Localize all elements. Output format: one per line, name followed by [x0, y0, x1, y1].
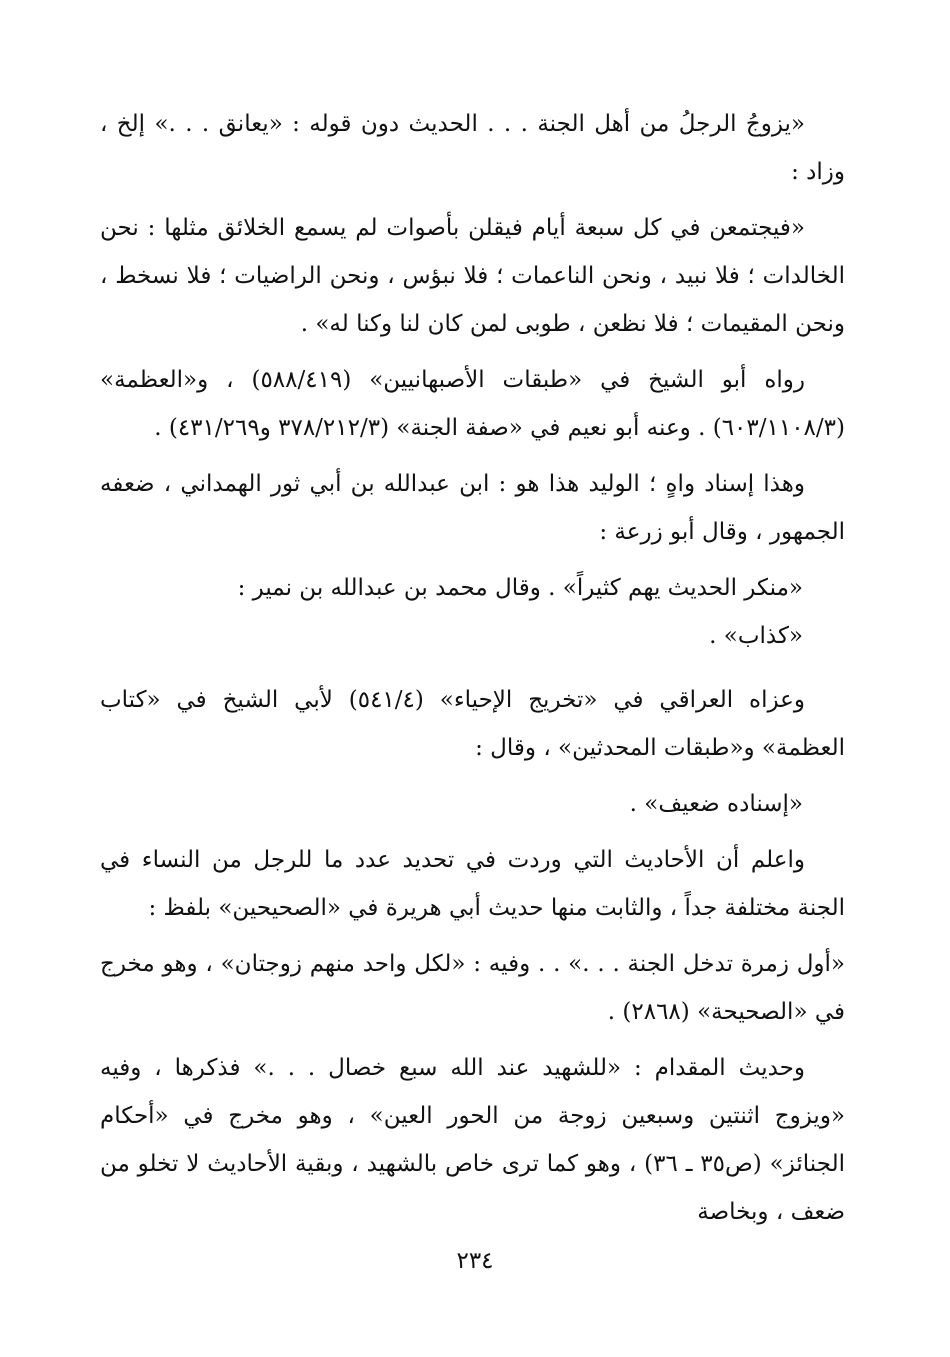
paragraph-1: «يزوجُ الرجلُ من أهل الجنة . . . الحديث دون قوله : «يعانق . . .» إلخ ، وزاد :: [100, 111, 845, 185]
paragraph-2: «فيجتمعن في كل سبعة أيام فيقلن بأصوات لم يسمع الخلائق مثلها : نحن الخالدات ؛ فلا نبيد ، ونحن الناعمات ؛ فلا نبؤس ، ونحن الراضيات ؛ فلا نسخط ، ونحن المقيمات ؛ فلا نظعن ، طوبى لمن كان لنا وكنا له» .: [100, 215, 845, 337]
paragraph-7: وعزاه العراقي في «تخريج الإحياء» (٥٤١/٤) لأبي الشيخ في «كتاب العظمة» و«طبقات المحدثين» ، وقال :: [100, 687, 845, 761]
paragraph-8: «إسناده ضعيف» .: [629, 791, 803, 817]
paragraph-9: واعلم أن الأحاديث التي وردت في تحديد عدد ما للرجل من النساء في الجنة مختلفة جداً ، والثابت منها حديث أبي هريرة في «الصحيحين» بلفظ :: [100, 847, 845, 921]
paragraph-5: «منكر الحديث يهم كثيراً» . وقال محمد بن عبدالله بن نمير :: [237, 575, 803, 601]
paragraph-4: وهذا إسناد واهٍ ؛ الوليد هذا هو : ابن عبدالله بن أبي ثور الهمداني ، ضعفه الجمهور ، وقال أبو زرعة :: [100, 471, 845, 545]
paragraph-10: «أول زمرة تدخل الجنة . . .» . . وفيه : «لكل واحد منهم زوجتان» ، وهو مخرج في «الصحيحة» (٢٨٦٨) .: [100, 951, 845, 1025]
page-body: [100, 100, 845, 1236]
paragraph-3: رواه أبو الشيخ في «طبقات الأصبهانيين» (٥٨٨/٤١٩) ، و«العظمة» (٦٠٣/١١٠٨/٣) . وعنه أبو نعيم في «صفة الجنة» (٣٧٨/٢١٢/٣ و٤٣١/٢٦٩) .: [100, 367, 845, 441]
page-number: ٢٣٤: [456, 1248, 494, 1274]
paragraph-6: «كذاب» .: [709, 623, 803, 649]
paragraph-11: وحديث المقدام : «للشهيد عند الله سبع خصال . . .» فذكرها ، وفيه «ويزوج اثنتين وسبعين زوجة من الحور العين» ، وهو مخرج في «أحكام الجنائز» (ص٣٥ ـ ٣٦) ، وهو كما ترى خاص بالشهيد ، وبقية الأحاديث لا تخلو من ضعف ، وبخاصة: [100, 1055, 845, 1225]
